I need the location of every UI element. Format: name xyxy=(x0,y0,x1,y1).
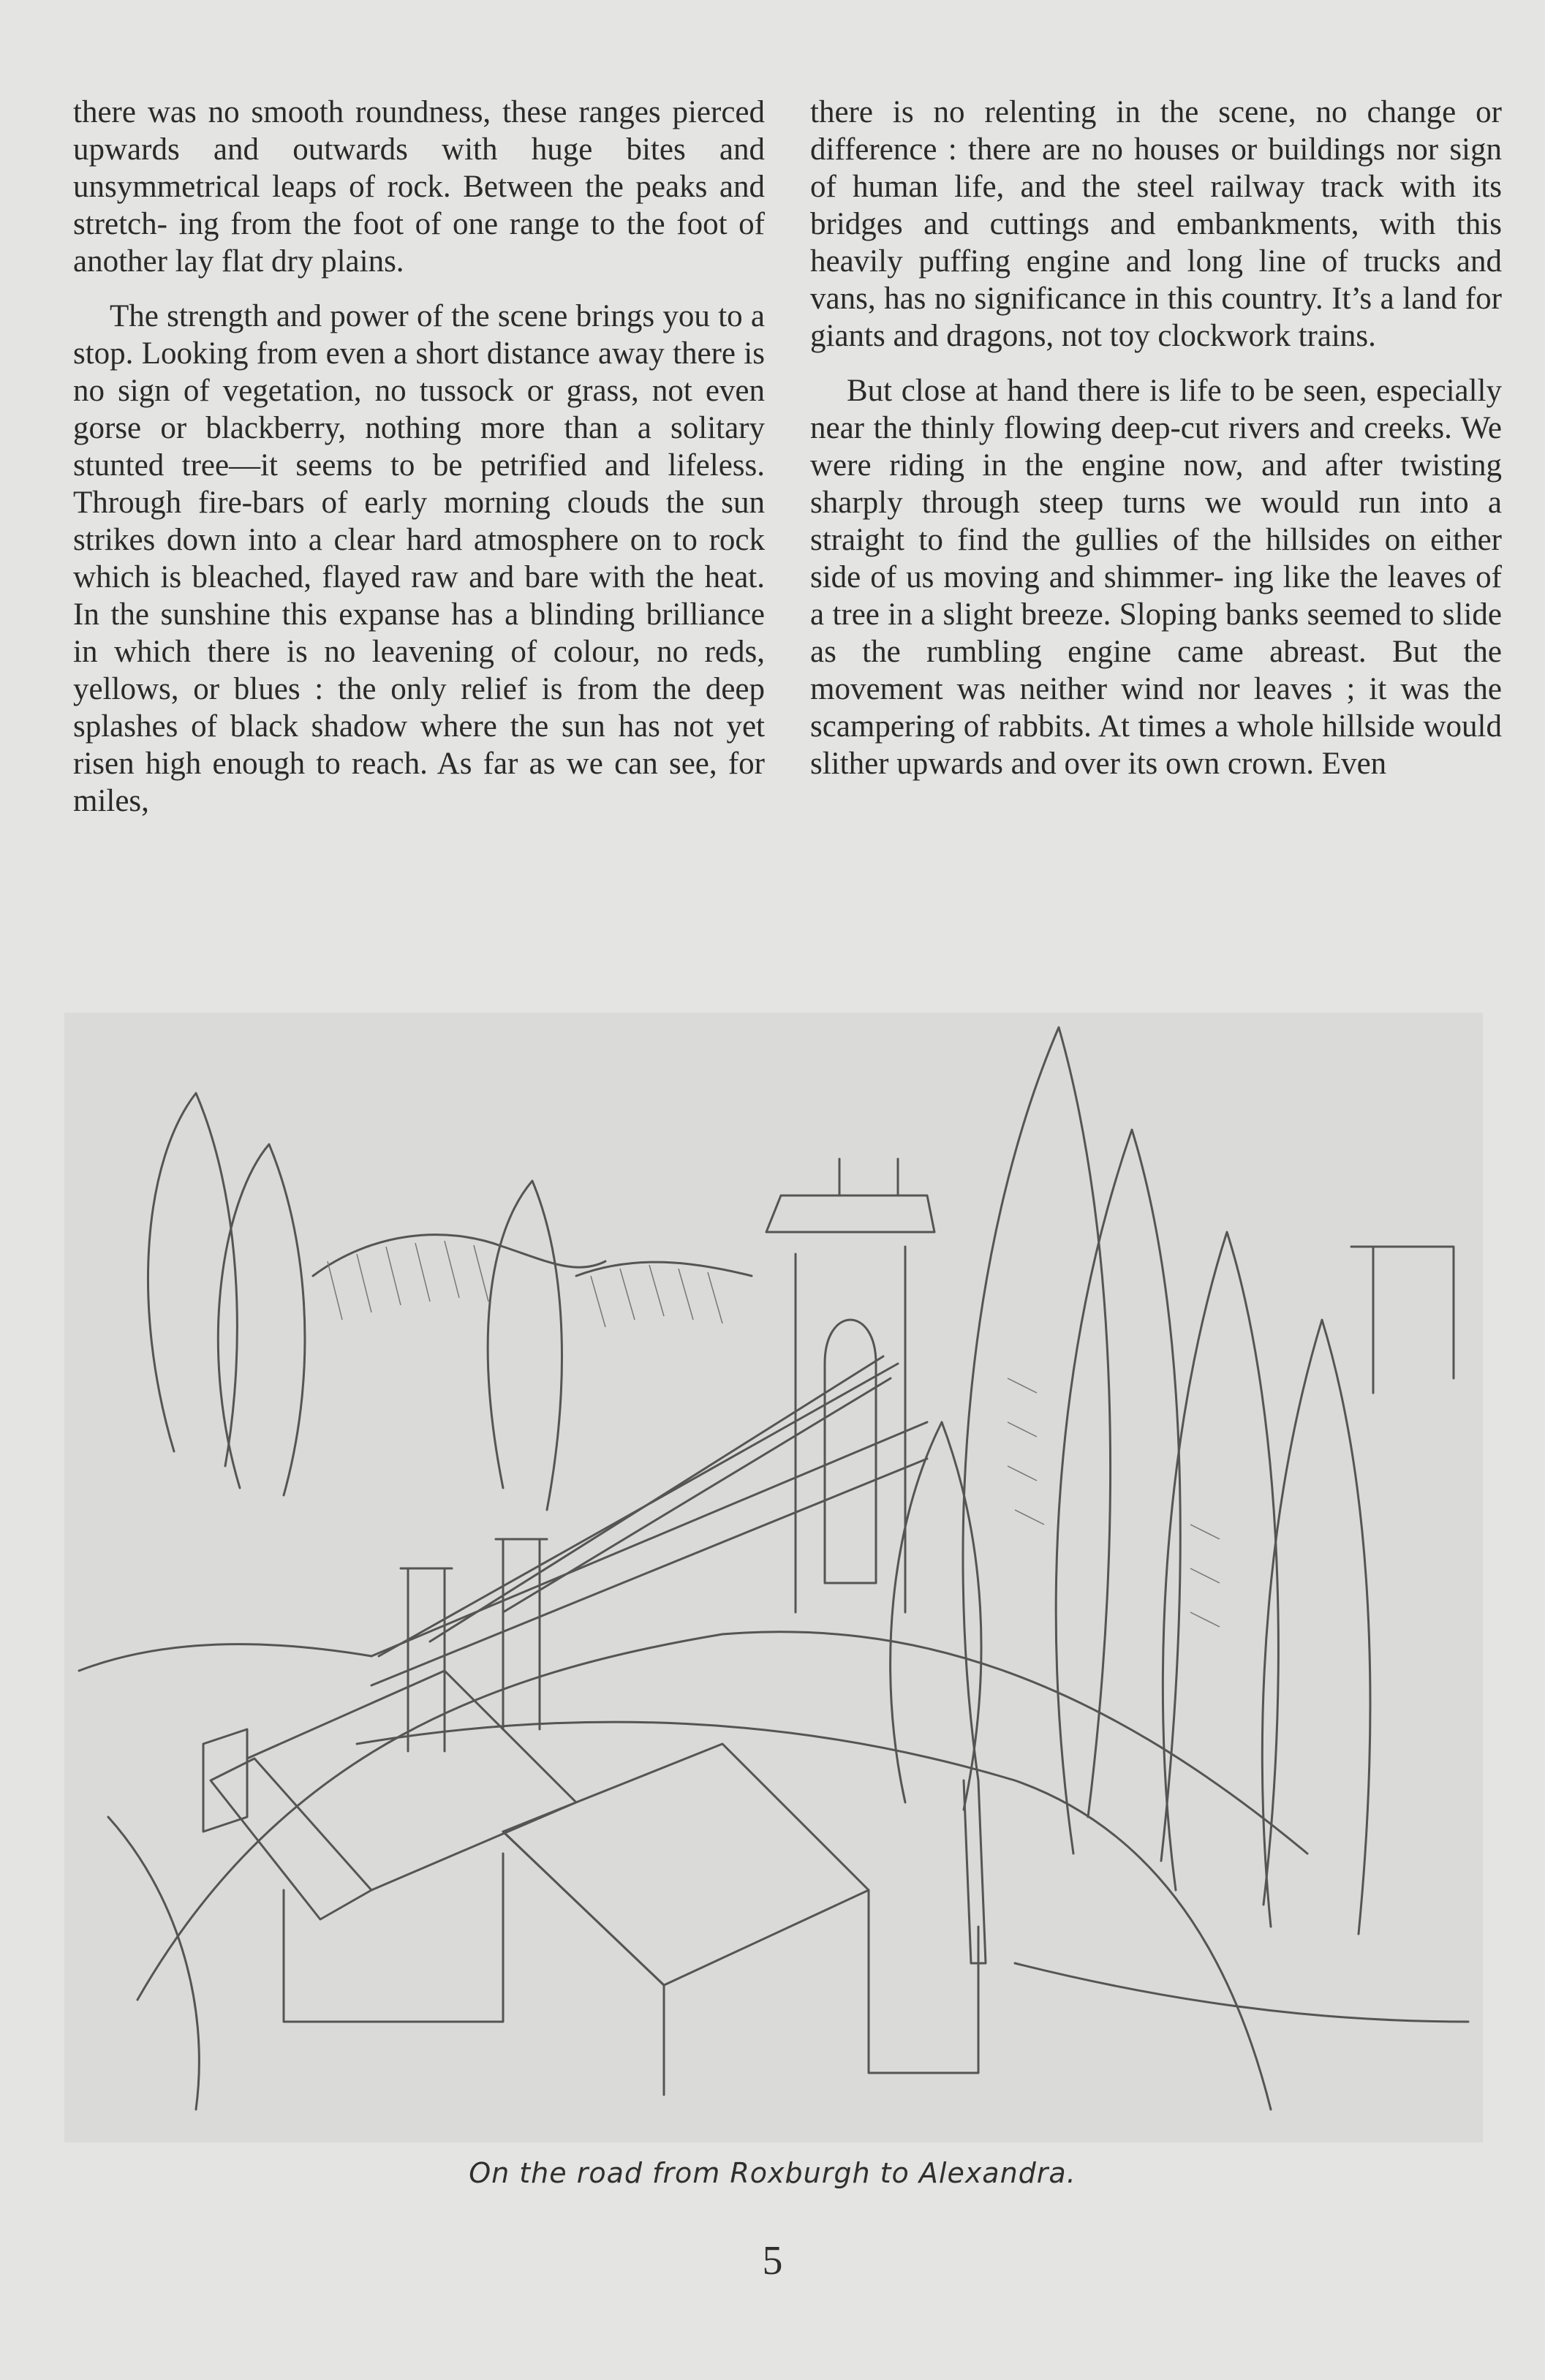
figure-caption: On the road from Roxburgh to Alexandra. xyxy=(469,2157,1076,2189)
bridge-sketch xyxy=(64,1013,1483,2142)
text-column-left xyxy=(73,94,765,971)
paragraph: there was no smooth roundness, these ranges pierced upwards and outwards with huge bites and unsymmetrical leaps of rock. Between the peaks and stretch- ing from the foot of one range to the foot of another lay flat dry plains. xyxy=(73,95,765,279)
sketch-illustration xyxy=(64,1013,1483,2142)
text-column-right xyxy=(810,94,1502,971)
paragraph: there is no relenting in the scene, no change or difference : there are no houses or buildings nor sign of human life, and the steel railway track with its bridges and cuttings and embankments, with this heavily puffing engine and long line of trucks and vans, has no significance in this country. It’s a land for giants and dragons, not toy clockwork trains. xyxy=(810,95,1502,353)
paragraph: The strength and power of the scene brings you to a stop. Looking from even a short distance away there is no sign of vegetation, no tussock or grass, not even gorse or blackberry, nothing more than a solitary stunted tree—it seems to be petrified and lifeless. Through fire-bars of early morning clouds the sun strikes down into a clear hard atmosphere on to rock which is bleached, flayed raw and bare with the heat. In the sunshine this expanse has a blinding brilliance in which there is no leavening of colour, no reds, yellows, or blues : the only relief is from the deep splashes of black shadow where the sun has not yet risen high enough to reach. As far as we can see, for miles, xyxy=(73,299,765,818)
page-number: 5 xyxy=(762,2238,783,2283)
paragraph: But close at hand there is life to be seen, especially near the thinly flowing deep-cut rivers and creeks. We were riding in the engine now, and after twisting sharply through steep turns we would run into a straight to find the gullies of the hillsides on either side of us moving and shimmer- ing like the leaves of a tree in a slight breeze. Sloping banks seemed to slide as the rumbling engine came abreast. But the movement was neither wind nor leaves ; it was the scampering of rabbits. At times a whole hillside would slither upwards and over its own crown. Even xyxy=(810,374,1502,781)
